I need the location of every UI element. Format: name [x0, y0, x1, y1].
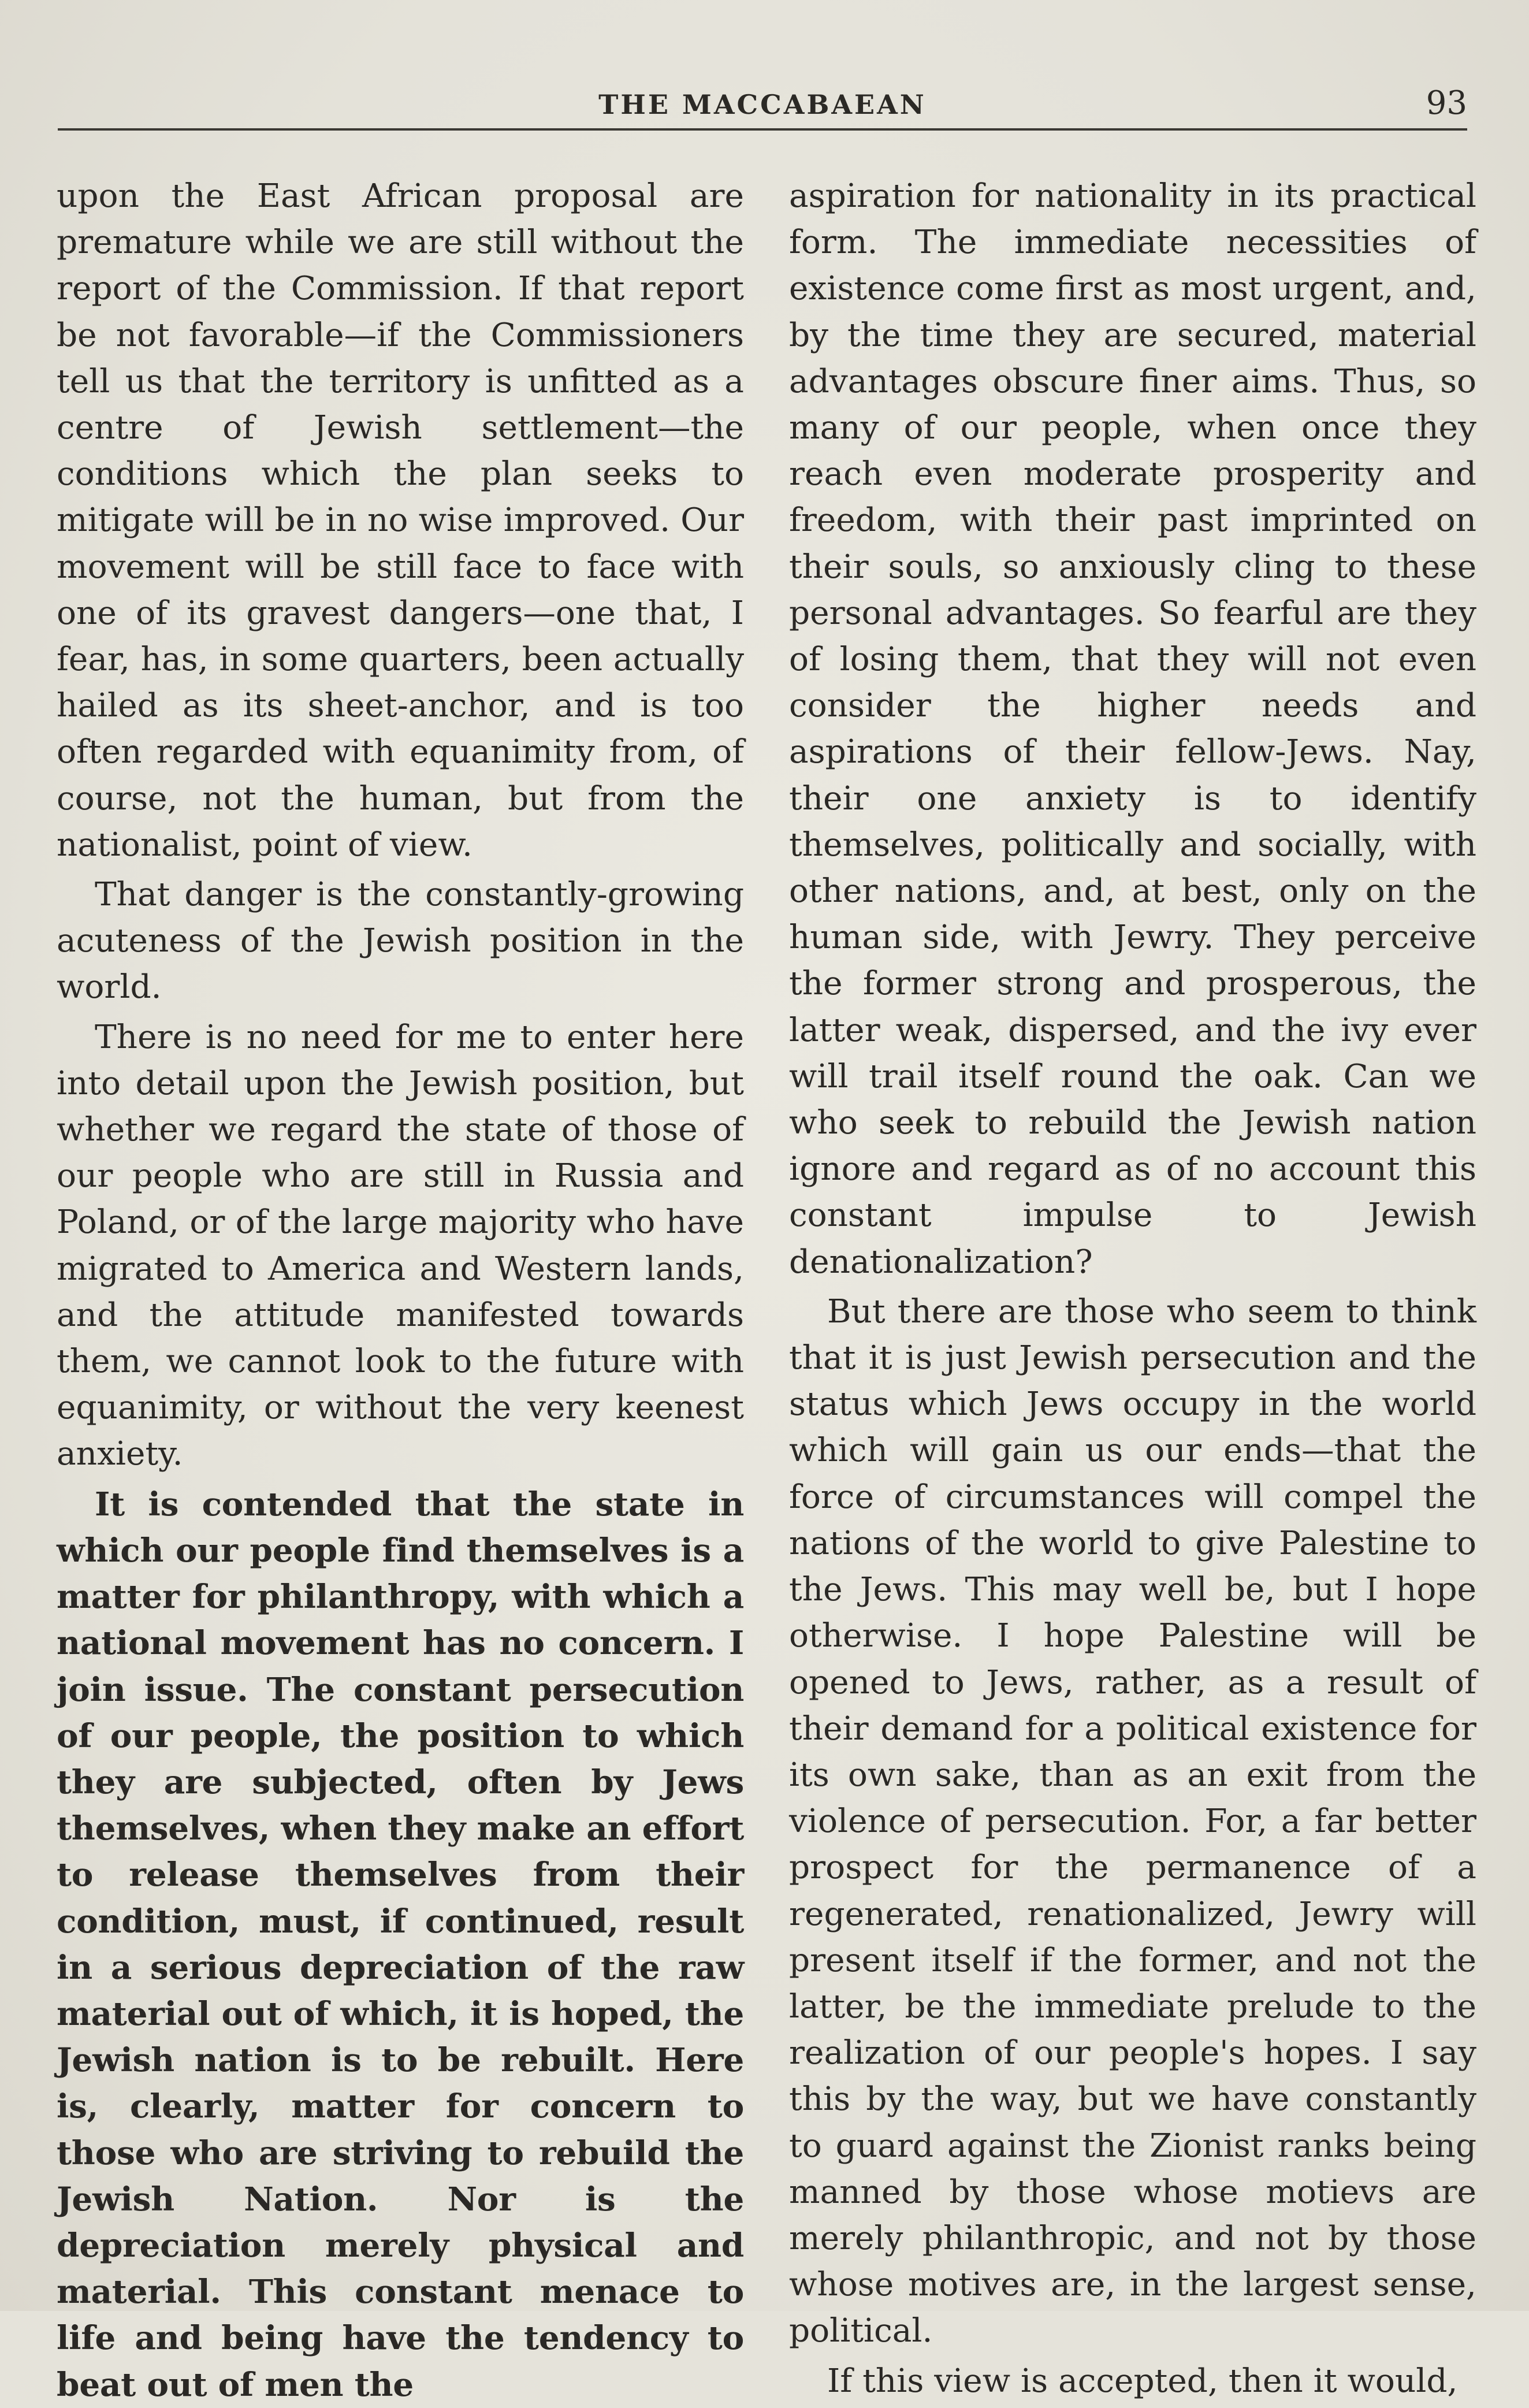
right-column — [789, 173, 1476, 2405]
header-rule — [58, 128, 1467, 131]
journal-title: THE MACCABAEAN — [598, 89, 927, 120]
paragraph: upon the East African proposal are premature while we are still without the report of the Commission. If that report be not favorable—if the Commissioners tell us that the territory is unfitted as a centre of Jewish settlement—the conditions which the plan seeks to mitigate will be in no wise improved. Our movement will be still face to face with one of its gravest dangers—one that, I fear, has, in some quarters, been actually hailed as its sheet-anchor, and is too often regarded with equanimity from, of course, not the human, but from the nationalist, point of view. — [57, 177, 744, 864]
paragraph: It is contended that the state in which our people find themselves is a matter for philanthropy, with which a national movement has no concern. I join issue. The constant persecution of our people, the position to which they are subjected, often by Jews themselves, when they make an effort to release themselves from their condition, must, if continued, result in a serious depreciation of the raw material out of which, it is hoped, the Jewish nation is to be rebuilt. Here is, clearly, matter for concern to those who are striving to rebuild the Jewish Nation. Nor is the depreciation merely physical and material. This constant menace to life and being have the tendency to beat out of men the — [57, 1485, 744, 2404]
paragraph: There is no need for me to enter here into detail upon the Jewish position, but whether we regard the state of those of our people who are still in Russia and Poland, or of the large majority who have migrated to America and Western lands, and the attitude manifested towards them, we cannot look to the future with equanimity, or without the very keenest anxiety. — [57, 1018, 744, 1473]
paragraph: That danger is the constantly-growing acuteness of the Jewish position in the world. — [57, 876, 744, 1006]
paragraph: If this view is accepted, then it would, — [827, 2362, 1458, 2400]
paragraph: aspiration for nationality in its practical form. The immediate necessities of existence come first as most urgent, and, by the time they are secured, material advantages obscure finer aims. Thus, so many of our people, when once they reach even moderate prosperity and freedom, with their past imprinted on their souls, so anxiously cling to these personal advantages. So fearful are they of losing them, that they will not even consider the higher needs and aspirations of their fellow-Jews. Nay, their one anxiety is to identify themselves, politically and socially, with other nations, and, at best, only on the human side, with Jewry. They perceive the former strong and prosperous, the latter weak, dispersed, and the ivy ever will trail itself round the oak. Can we who seek to rebuild the Jewish nation ignore and regard as of no account this constant impulse to Jewish denationalization? — [789, 177, 1476, 1281]
running-header — [58, 81, 1467, 133]
paragraph: But there are those who seem to think that it is just Jewish persecution and the status which Jews occupy in the world which will gain us our ends—that the force of circumstances will compel the nations of the world to give Palestine to the Jews. This may well be, but I hope otherwise. I hope Palestine will be opened to Jews, rather, as a result of their demand for a political existence for its own sake, than as an exit from the violence of persecution. For, a far better prospect for the permanence of a regenerated, renationalized, Jewry will present itself if the former, and not the latter, be the immediate prelude to the realization of our people's hopes. I say this by the way, but we have constantly to guard against the Zionist ranks being manned by those whose motievs are merely philanthropic, and not by those whose motives are, in the largest sense, political. — [789, 1292, 1476, 2350]
left-column — [57, 173, 744, 2408]
page-number: 93 — [1426, 84, 1467, 122]
